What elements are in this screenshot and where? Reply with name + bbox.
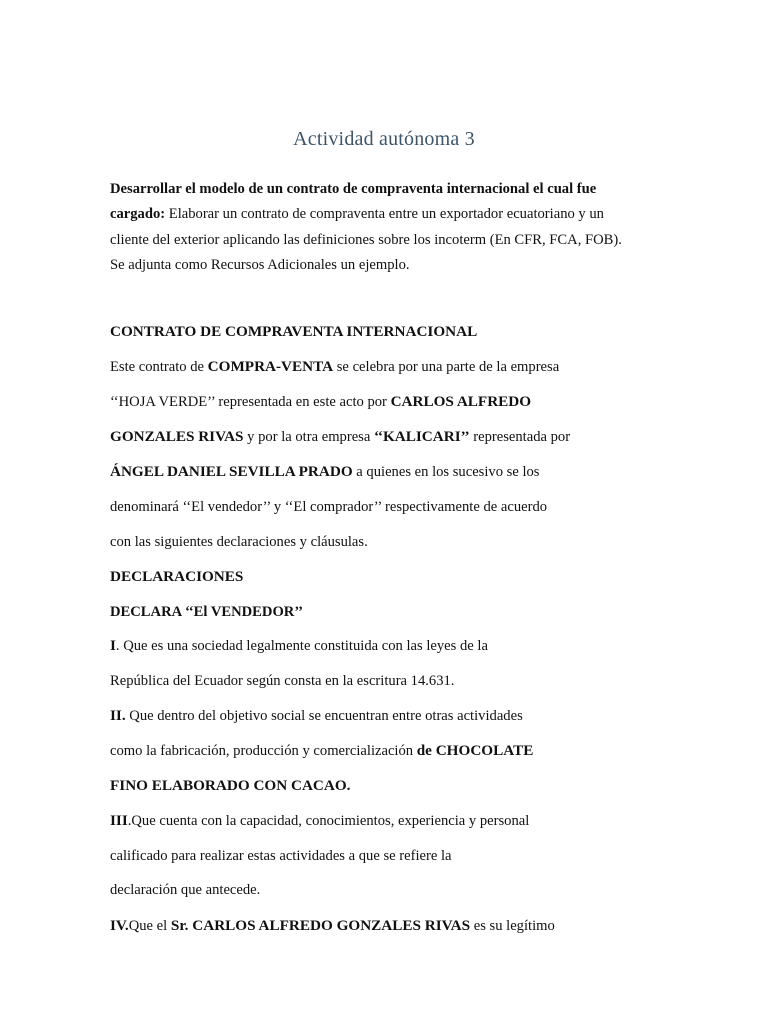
declaration-number: III	[110, 812, 128, 829]
declaration-text: es su legítimo	[470, 918, 555, 934]
intro-line-2	[110, 205, 670, 223]
declarations-subheading	[110, 603, 670, 621]
intro-bold-text: Desarrollar el modelo de un contrato de compraventa internacional el cual fue	[110, 181, 597, 197]
contract-line-5	[110, 498, 670, 516]
declaration-iv-line-1	[110, 917, 670, 935]
contract-text: se celebra por una parte de la empresa	[333, 359, 560, 375]
declarations-heading-text: DECLARACIONES	[110, 568, 244, 585]
contract-line-1	[110, 358, 670, 376]
declaration-ii-line-2	[110, 742, 670, 760]
declarations-subheading-text: DECLARA ‘‘El VENDEDOR’’	[110, 604, 303, 620]
declaration-bold: Sr. CARLOS ALFREDO GONZALES RIVAS	[170, 917, 471, 934]
declaration-iii-line-3: declaración que antecede.	[110, 882, 261, 898]
declaration-text: . Que es una sociedad legalmente constituida con las leyes de la	[115, 638, 488, 654]
declaration-iii-line-2: calificado para realizar estas actividades a que se refiere la	[110, 848, 452, 864]
declaration-bold: FINO ELABORADO CON CACAO.	[110, 777, 351, 794]
declaration-text: como la fabricación, producción y comercialización	[110, 743, 417, 759]
intro-line-4: Se adjunta como Recursos Adicionales un ejemplo.	[110, 257, 410, 273]
contract-text: y por la otra empresa	[243, 429, 374, 445]
declaration-number: IV.	[110, 917, 129, 934]
declaration-number: I	[110, 637, 116, 654]
declaration-text: Que el	[128, 918, 171, 934]
intro-bold-label: cargado:	[110, 206, 166, 222]
contract-heading	[110, 323, 670, 341]
declaration-i-line-2: República del Ecuador según consta en la escritura 14.631.	[110, 673, 455, 689]
contract-text: respectivamente de acuerdo	[381, 499, 548, 515]
contract-bold: COMPRA-VENTA	[207, 358, 334, 375]
declaration-i-line-1	[110, 637, 670, 655]
contract-text: Este contrato de	[110, 359, 208, 375]
contract-bold: GONZALES RIVAS	[110, 428, 244, 445]
contract-bold: ÁNGEL DANIEL SEVILLA PRADO	[110, 463, 353, 480]
contract-heading-text: CONTRATO DE COMPRAVENTA INTERNACIONAL	[110, 323, 478, 340]
declaration-bold: de CHOCOLATE	[416, 742, 534, 759]
contract-line-3	[110, 428, 670, 446]
contract-bold: CARLOS ALFREDO	[390, 393, 532, 410]
intro-line-3: cliente del exterior aplicando las definiciones sobre los incoterm (En CFR, FCA, FOB).	[110, 232, 622, 248]
declaration-ii-line-1	[110, 707, 670, 725]
contract-line-4	[110, 463, 670, 481]
intro-text: Elaborar un contrato de compraventa entre un exportador ecuatoriano y un	[165, 206, 604, 222]
page-title: Actividad autónoma 3	[293, 128, 475, 150]
declaration-ii-line-3	[110, 777, 670, 795]
declaration-number: II.	[110, 707, 126, 724]
declaration-iii-line-1	[110, 812, 670, 830]
contract-line-2	[110, 393, 670, 411]
contract-bold: ‘‘KALICARI’’	[373, 428, 470, 445]
contract-text: ‘‘HOJA VERDE’’ representada en este acto por	[110, 394, 391, 410]
contract-text: representada por	[469, 429, 571, 445]
declaration-text: Que dentro del objetivo social se encuentran entre otras actividades	[125, 708, 523, 724]
declaration-text: .Que cuenta con la capacidad, conocimientos, experiencia y personal	[127, 813, 530, 829]
intro-line-1	[110, 180, 670, 198]
declarations-heading	[110, 568, 670, 586]
contract-text: a quienes en los sucesivo se los	[352, 464, 540, 480]
contract-text: denominará ‘‘El vendedor’’ y ‘‘El comprador’’	[110, 499, 382, 515]
contract-line-6: con las siguientes declaraciones y cláusulas.	[110, 534, 368, 550]
